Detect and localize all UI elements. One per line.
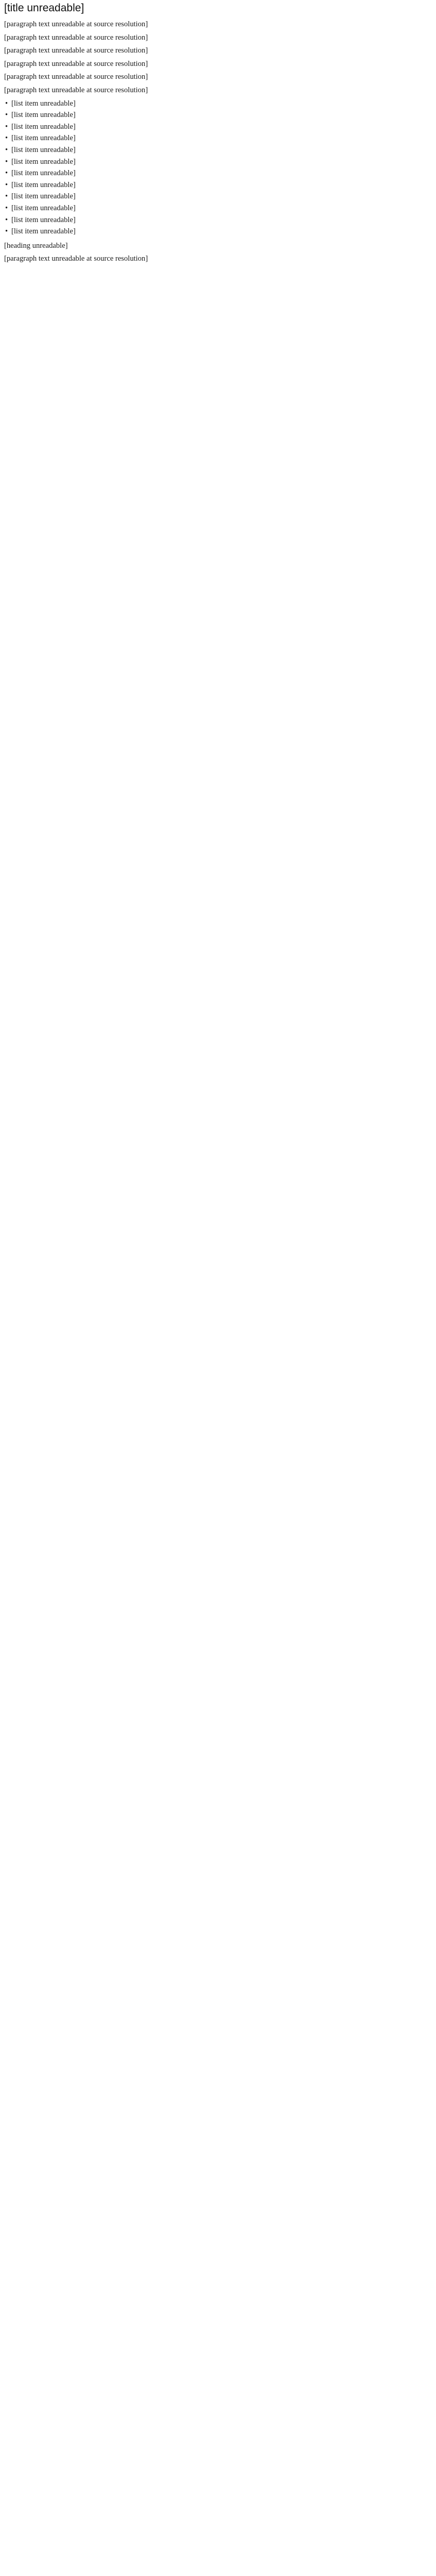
article-page	[0, 0, 436, 278]
section-heading: [heading unreadable]	[4, 241, 68, 250]
list-item: • [list item unreadable]	[4, 157, 431, 167]
section-3	[4, 241, 431, 264]
paragraph: [paragraph text unreadable at source resolution]	[4, 73, 148, 81]
list-item: • [list item unreadable]	[4, 204, 431, 214]
list-item: • [list item unreadable]	[4, 145, 431, 156]
list-item: • [list item unreadable]	[4, 110, 431, 121]
list-item: • [list item unreadable]	[4, 133, 431, 144]
list-item: • [list item unreadable]	[4, 192, 431, 202]
list-item: • [list item unreadable]	[4, 168, 431, 179]
paragraph: [paragraph text unreadable at source resolution]	[4, 59, 148, 68]
paragraph: [paragraph text unreadable at source resolution]	[4, 255, 148, 263]
list-item: • [list item unreadable]	[4, 99, 431, 109]
section-2	[4, 86, 431, 237]
paragraph: [paragraph text unreadable at source resolution]	[4, 33, 148, 42]
paragraph: [paragraph text unreadable at source resolution]	[4, 46, 148, 55]
paragraph: [paragraph text unreadable at source resolution]	[4, 86, 148, 94]
list-item: • [list item unreadable]	[4, 122, 431, 132]
list-item: • [list item unreadable]	[4, 215, 431, 226]
list-item: • [list item unreadable]	[4, 227, 431, 237]
section-1	[4, 59, 431, 82]
intro-section	[4, 20, 431, 56]
paragraph: [paragraph text unreadable at source resolution]	[4, 20, 148, 28]
page-title: [title unreadable]	[4, 2, 84, 14]
list-item: • [list item unreadable]	[4, 180, 431, 191]
bullet-list	[4, 99, 431, 237]
